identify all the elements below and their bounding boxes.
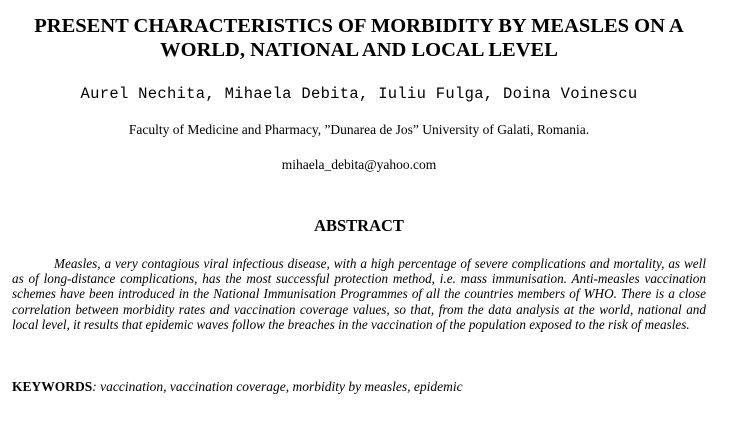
author-list: Aurel Nechita, Mihaela Debita, Iuliu Fulga, Doina Voinescu [80,85,638,103]
keywords-label: KEYWORDS [12,379,93,394]
abstract-text: Measles, a very contagious viral infectious disease, with a high percentage of severe complications and mortality, as well as of long-distance complications, has the most successful protection method, i.e. mass immunisation. Anti-measles vaccination schemes have been introduced in the National Immunisation Programmes of all the countries members of WHO. There is a close correlation between morbidity rates and vaccination coverage values, so that, from the data analysis at the world, national and local level, it results that epidemic waves follow the breaches in the vaccination of the population exposed to the risk of measles. [12,256,706,332]
keywords-list: vaccination, vaccination coverage, morbidity by measles, epidemic [96,379,463,394]
abstract-heading: ABSTRACT [314,216,404,235]
contact-email: mihaela_debita@yahoo.com [281,157,437,172]
paper-title: PRESENT CHARACTERISTICS OF MORBIDITY BY MEASLES ON A WORLD, NATIONAL AND LOCAL LEVEL [34,15,684,61]
affiliation: Faculty of Medicine and Pharmacy, ”Dunarea de Jos” University of Galati, Romania. [128,122,590,137]
keywords-line [12,378,706,396]
keywords-separator: : [92,379,97,394]
